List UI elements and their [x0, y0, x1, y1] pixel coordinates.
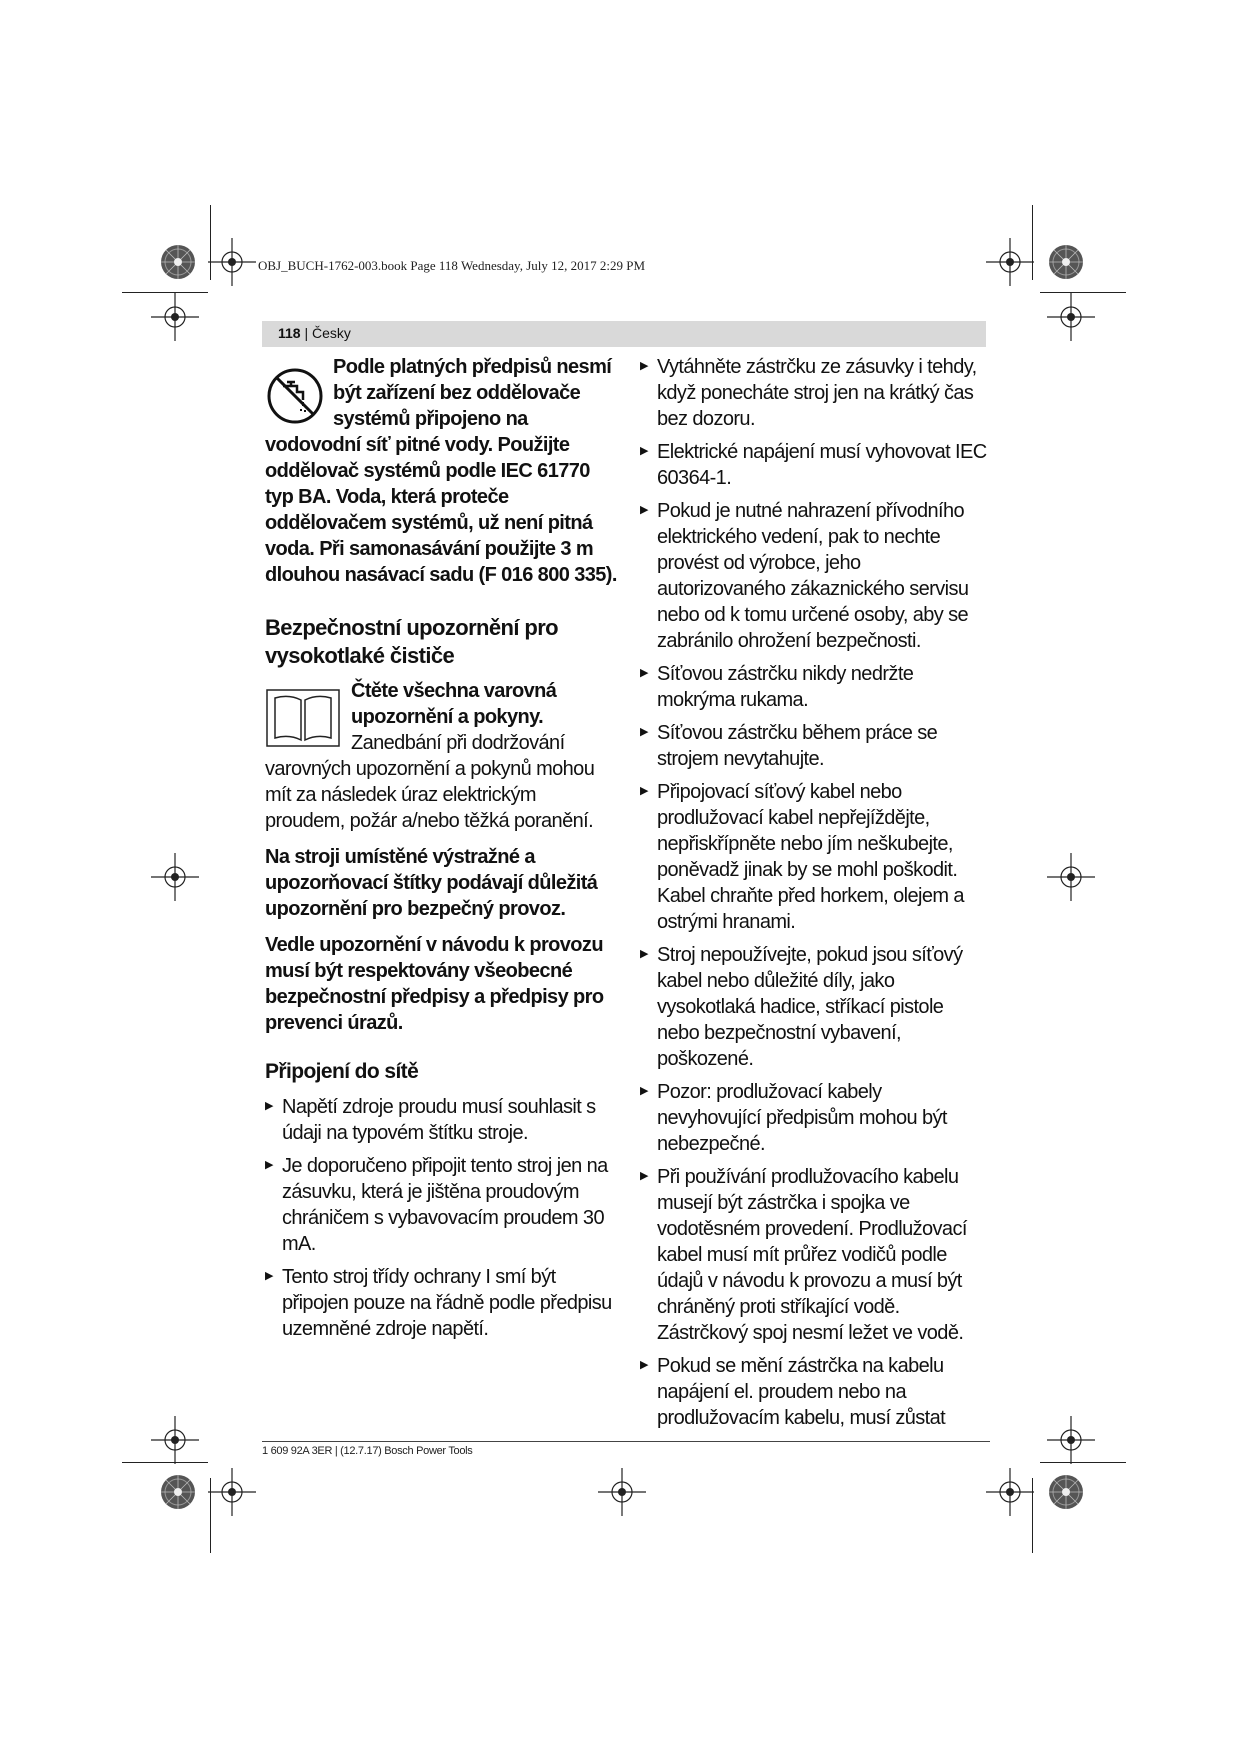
list-item: ▶ Stroj nepoužívejte, pokud jsou síťový kabel nebo důležité díly, jako vysokotlaká hadice, stříkací pistole nebo bezpečnostní vybavení, poškozené.: [640, 942, 990, 1072]
list-item: ▶ Připojovací síťový kabel nebo prodlužovací kabel nepřejíždějte, nepřiskřípněte nebo jím neškubejte, poněvadž jinak by se mohl poškodit. Kabel chraňte před horkem, olejem a ostrými hranami.: [640, 779, 990, 935]
mains-connection-heading: Připojení do sítě: [265, 1060, 419, 1083]
mains-connection-list: [265, 1094, 620, 1342]
list-item: ▶ Pozor: prodlužovací kabely nevyhovující předpisům mohou být nebezpečné.: [640, 1079, 990, 1157]
list-item: ▶ Síťovou zástrčku nikdy nedržte mokrýma rukama.: [640, 661, 990, 713]
footer-text: 1 609 92A 3ER | (12.7.17) Bosch Power Tools: [262, 1445, 473, 1457]
list-item: ▶ Pokud se mění zástrčka na kabelu napájení el. proudem nebo na prodlužovacím kabelu, musí zůstat: [640, 1353, 990, 1431]
warning-labels-note: Na stroji umístěné výstražné a upozorňovací štítky podávají důležitá upozornění pro bezpečný provoz.: [265, 846, 598, 920]
list-item: ▶ Napětí zdroje proudu musí souhlasit s údaji na typovém štítku stroje.: [265, 1094, 620, 1146]
safety-section-heading: Bezpečnostní upozornění pro vysokotlaké čističe: [265, 615, 559, 668]
page-number: 118: [278, 325, 301, 341]
list-item: ▶ Tento stroj třídy ochrany I smí být připojen pouze na řádně podle předpisu uzemněné zdroje napětí.: [265, 1264, 620, 1342]
header-separator: |: [304, 325, 309, 341]
read-manual-icon: [265, 686, 341, 750]
list-item: ▶ Vytáhněte zástrčku ze zásuvky i tehdy, když ponecháte stroj jen na krátký čas bez dozoru.: [640, 354, 990, 432]
electrical-safety-list: [640, 354, 990, 1431]
no-drinking-water-connection-icon: [265, 366, 325, 426]
list-item: ▶ Při používání prodlužovacího kabelu musejí být zástrčka i spojka ve vodotěsném provedení. Prodlužovací kabel musí mít průřez vodičů podle údajů v návodu k provozu a musí být chráněný proti stříkající vodě. Zástrčkový spoj nesmí ležet ve vodě.: [640, 1164, 990, 1346]
general-regulations-note: Vedle upozornění v návodu k provozu musí být respektovány všeobecné bezpečnostní předpisy a předpisy pro prevenci úrazů.: [265, 934, 604, 1034]
list-item: ▶ Elektrické napájení musí vyhovovat IEC 60364-1.: [640, 439, 990, 491]
header-language: Česky: [312, 325, 351, 341]
list-item: ▶ Je doporučeno připojit tento stroj jen na zásuvku, která je jištěna proudovým chráničem s vybavovacím proudem 30 mA.: [265, 1153, 620, 1257]
read-instructions-text: Zanedbání při dodržování varovných upozornění a pokynů mohou mít za následek úraz elektrickým proudem, požár a/nebo těžká poranění.: [265, 732, 595, 832]
footer-rule: [262, 1441, 990, 1442]
list-item: ▶ Síťovou zástrčku během práce se strojem nevytahujte.: [640, 720, 990, 772]
list-item: ▶ Pokud je nutné nahrazení přívodního elektrického vedení, pak to nechte provést od výrobce, jeho autorizovaného zákaznického servisu nebo od k tomu určené osoby, aby se zabránilo ohrožení bezpečnosti.: [640, 498, 990, 654]
print-slug: OBJ_BUCH-1762-003.book Page 118 Wednesday, July 12, 2017 2:29 PM: [258, 258, 646, 273]
drinking-water-warning: Podle platných předpisů nesmí být zařízení bez oddělovače systémů připojeno na vodovodní síť pitné vody. Použijte oddělovač systémů podle IEC 61770 typ BA. Voda, která proteče oddělovačem systémů, už není pitná voda. Při samonasávání použijte 3 m dlouhou nasávací sadu (F 016 800 335).: [265, 356, 617, 586]
left-column: [265, 354, 620, 1349]
read-instructions-bold: Čtěte všechna varovná upozornění a pokyny.: [351, 680, 557, 728]
right-column: [640, 354, 990, 1438]
page-header: [262, 321, 986, 347]
